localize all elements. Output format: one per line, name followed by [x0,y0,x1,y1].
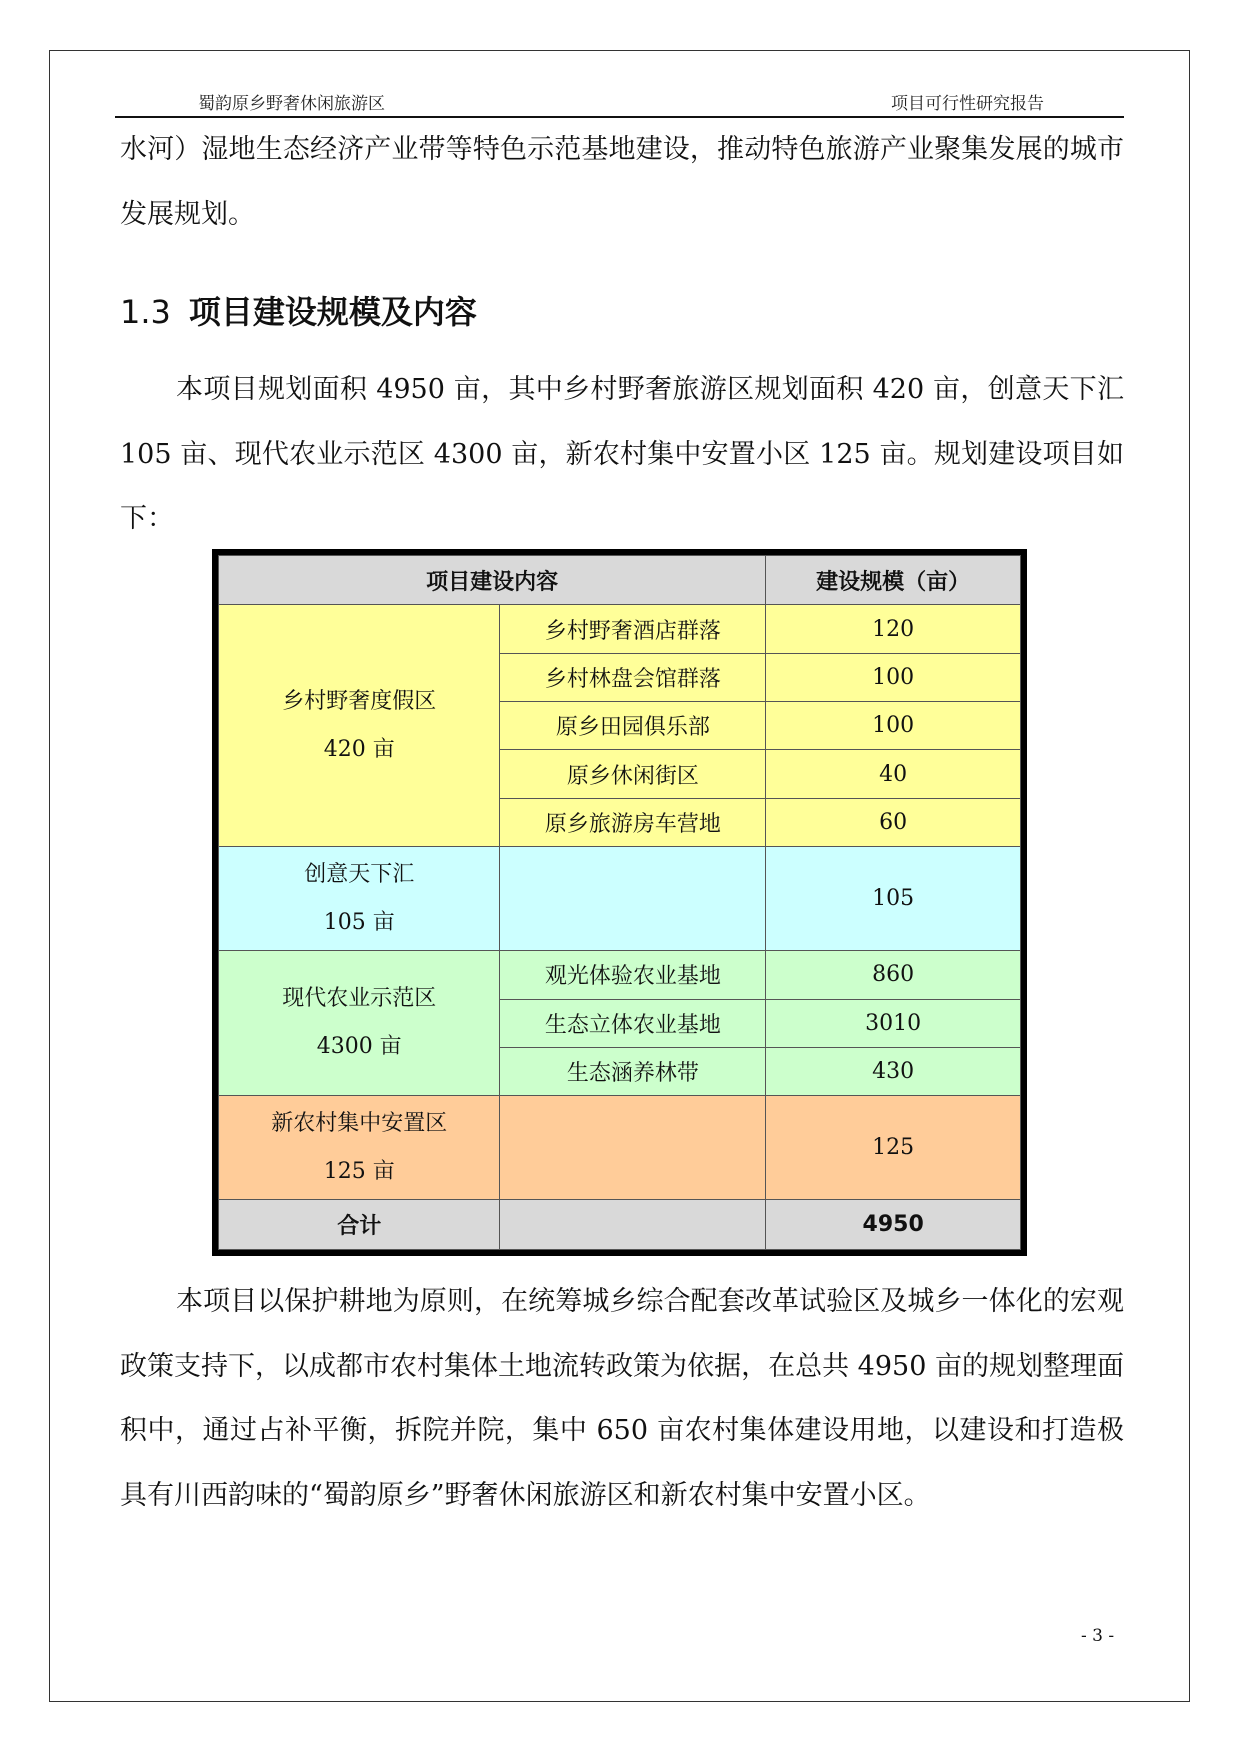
zone-name: 新农村集中安置区 [271,1110,448,1136]
table-row [219,951,1021,999]
item-value: 100 [766,702,1021,750]
zone-name: 现代农业示范区 [282,986,437,1012]
header-report-type: 项目可行性研究报告 [891,94,1044,114]
zone-cell-resettlement [219,1096,500,1200]
item-value: 3010 [766,999,1021,1047]
zone-name: 创意天下汇 [304,861,415,887]
item-name-empty [500,847,766,951]
zone-area: 105 亩 [323,909,395,935]
item-name-empty [500,1096,766,1200]
item-value: 120 [766,605,1021,653]
item-value: 860 [766,951,1021,999]
total-label: 合计 [219,1200,500,1250]
item-name: 原乡田园俱乐部 [500,702,766,750]
section-number: 1.3 [120,293,171,331]
item-name: 原乡休闲街区 [500,750,766,798]
table-total-row [219,1200,1021,1250]
header-project-content: 项目建设内容 [219,556,766,605]
item-name: 观光体验农业基地 [500,951,766,999]
page-number: - 3 - [1081,1626,1115,1646]
zone-cell-creative [219,847,500,951]
zone-area: 4300 亩 [316,1034,402,1060]
zone-cell-resort [219,605,500,847]
paragraph-scale-intro: 本项目规划面积 4950 亩，其中乡村野奢旅游区规划面积 420 亩，创意天下汇 105 亩、现代农业示范区 4300 亩，新农村集中安置小区 125 亩。规划建设项目如下： [120,374,1124,534]
item-value: 105 [766,847,1021,951]
total-value: 4950 [766,1200,1021,1250]
zone-name: 乡村野奢度假区 [282,688,437,714]
item-value: 60 [766,798,1021,846]
paragraph-land-policy: 本项目以保护耕地为原则，在统筹城乡综合配套改革试验区及城乡一体化的宏观政策支持下，以成都市农村集体土地流转政策为依据，在总共 4950 亩的规划整理面积中，通过占补平衡，拆院并院，集中 650 亩农村集体建设用地，以建设和打造极具有川西韵味的“蜀韵原乡”野奢休闲旅游区和新农村集中安置小区。 [120,1286,1124,1511]
construction-table-frame [212,549,1027,1256]
zone-area: 420 亩 [323,736,395,762]
table-row [219,1096,1021,1200]
total-empty [500,1200,766,1250]
item-name: 生态涵养林带 [500,1047,766,1095]
item-name: 生态立体农业基地 [500,999,766,1047]
item-value: 125 [766,1096,1021,1200]
paragraph-continued: 水河）湿地生态经济产业带等特色示范基地建设，推动特色旅游产业聚集发展的城市发展规划。 [120,134,1124,230]
construction-scale-table [218,555,1021,1250]
header-construction-scale: 建设规模（亩） [766,556,1021,605]
zone-area: 125 亩 [323,1158,395,1184]
item-value: 430 [766,1047,1021,1095]
section-title: 项目建设规模及内容 [188,293,477,331]
zone-cell-agriculture [219,951,500,1096]
table-row [219,605,1021,653]
item-name: 乡村林盘会馆群落 [500,653,766,701]
item-name: 乡村野奢酒店群落 [500,605,766,653]
item-name: 原乡旅游房车营地 [500,798,766,846]
table-row [219,847,1021,951]
item-value: 100 [766,653,1021,701]
item-value: 40 [766,750,1021,798]
header-document-title: 蜀韵原乡野奢休闲旅游区 [198,94,385,114]
table-header-row [219,556,1021,605]
page-header [115,86,1124,118]
section-heading [120,287,477,333]
